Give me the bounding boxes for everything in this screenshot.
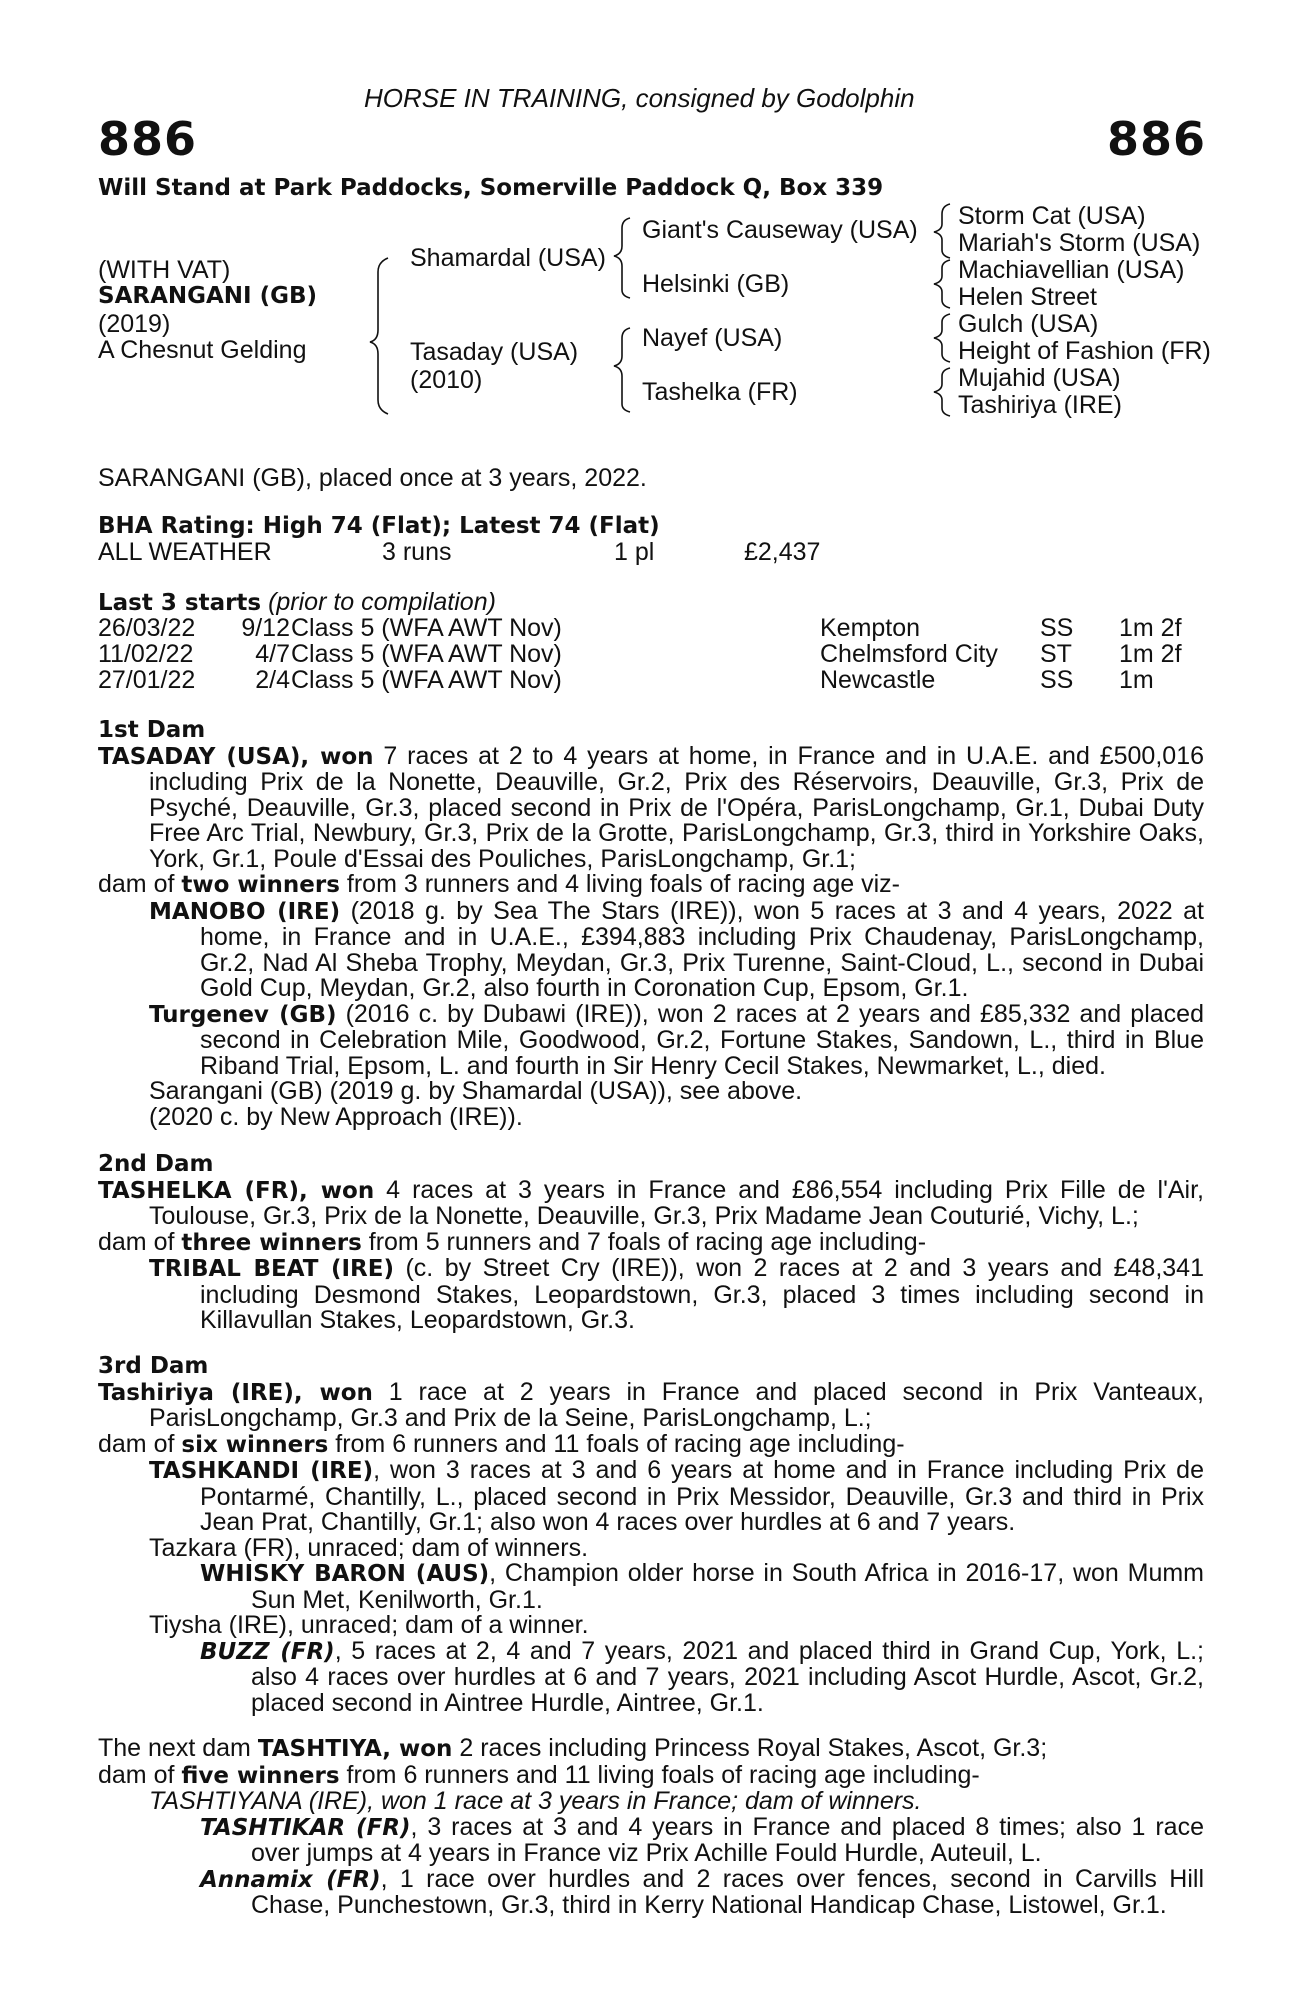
- next-dam-section: [98, 1736, 1204, 1919]
- foal-name: TASHTIKAR (FR): [200, 1814, 411, 1841]
- foal-sarangani: Sarangani (GB) (2019 g. by Shamardal (USA)), see above.: [149, 1077, 803, 1105]
- foal-text: , 3 races at 3 and 4 years in France and placed 8 times; also 1 race over jumps at 4 years in France viz Prix Achille Fould Hurdle, Auteuil, L.: [251, 1812, 1204, 1867]
- produce-prefix: dam of: [98, 870, 182, 898]
- foal-text: , won 3 races at 3 and 6 years at home and in France including Prix de Pontarmé, Chantilly, L., placed second in Prix Messidor, Deauville, Gr.3 and third in Prix Jean Prat, Chantilly, Gr.1; also won 4 races over hurdles at 6 and 7 years.: [200, 1456, 1204, 1536]
- second-dam-text: 4 races at 3 years in France and £86,554 including Prix Fille de l'Air, Toulouse, Gr.3, Prix de la Nonette, Deauville, Gr.3, Prix Madame Jean Couturié, Vichy, L.;: [149, 1175, 1204, 1230]
- start-date: 26/03/22: [98, 614, 196, 642]
- start-going: SS: [1040, 614, 1074, 642]
- pedigree-ggs-7: Mujahid (USA): [958, 364, 1121, 392]
- last-starts-note: (prior to compilation): [268, 588, 496, 616]
- third-dam-name: Tashiriya (IRE), won: [98, 1379, 373, 1406]
- foal-2020-colt: (2020 c. by New Approach (IRE)).: [149, 1102, 523, 1131]
- foal-name: BUZZ (FR): [200, 1638, 335, 1665]
- horse-description: A Chesnut Gelding: [98, 336, 307, 364]
- produce-winners: five winners: [181, 1762, 340, 1789]
- consignor-line: HORSE IN TRAINING, consigned by Godolphin: [364, 83, 915, 113]
- race-summary: SARANGANI (GB), placed once at 3 years, 2022.: [98, 464, 647, 492]
- start-race: Class 5 (WFA AWT Nov): [291, 640, 562, 668]
- third-dam-text: 1 race at 2 years in France and placed second in Prix Vanteaux, ParisLongchamp, Gr.3 and Prix de la Seine, ParisLongchamp, L.;: [149, 1377, 1204, 1432]
- start-position: 9/12: [241, 614, 290, 642]
- lot-number-right: 886: [1106, 112, 1206, 166]
- last-starts-title: Last 3 starts: [98, 590, 262, 616]
- pedigree-dam: Tasaday (USA): [410, 338, 579, 366]
- foal-text: (2016 c. by Dubawi (IRE)), won 2 races at 2 years and £85,332 and placed second in Celebration Mile, Goodwood, Gr.2, Fortune Stakes, Sandown, L., third in Blue Riband Trial, Epsom, L. and fourth in Sir Henry Cecil Stakes, Newmarket, L., died.: [200, 999, 1204, 1080]
- foal-name: Turgenev (GB): [149, 1001, 337, 1028]
- second-dam-record: [98, 1175, 1204, 1230]
- foal-tashtikar: [98, 1812, 1204, 1867]
- pedigree-dam-dam: Tashelka (FR): [642, 378, 798, 406]
- first-dam-record: [98, 741, 1204, 873]
- first-dam-heading: 1st Dam: [98, 717, 206, 743]
- start-distance: 1m 2f: [1119, 614, 1182, 642]
- pedigree-dam-sire: Nayef (USA): [642, 324, 783, 352]
- second-dam-section: [98, 1152, 1204, 1334]
- start-date: 11/02/22: [98, 640, 194, 668]
- start-going: SS: [1040, 666, 1074, 694]
- pedigree-sire-dam: Helsinki (GB): [642, 270, 790, 298]
- foal-name: MANOBO (IRE): [149, 898, 341, 925]
- start-distance: 1m 2f: [1119, 640, 1182, 668]
- next-dam-record: [98, 1736, 1204, 1763]
- foal-tribal-beat: [98, 1256, 1204, 1334]
- foal-text: , 1 race over hurdles and 2 races over fences, second in Carvills Hill Chase, Punchestown, Gr.3, third in Kerry National Handicap Chase, Listowel, Gr.1.: [251, 1864, 1205, 1919]
- pedigree-dam-year: (2010): [410, 366, 483, 394]
- first-dam-section: [98, 718, 1204, 1130]
- next-dam-prefix: The next dam: [98, 1734, 258, 1762]
- foal-text: , Champion older horse in South Africa in 2016-17, won Mumm Sun Met, Kenilworth, Gr.1.: [251, 1559, 1204, 1614]
- foal-name: Annamix (FR): [200, 1866, 381, 1893]
- rating-surface: ALL WEATHER: [98, 538, 272, 566]
- rating-earnings: £2,437: [744, 538, 821, 566]
- pedigree-ggs-6: Height of Fashion (FR): [958, 337, 1211, 365]
- foal-annamix: [98, 1864, 1205, 1919]
- pedigree-ggs-5: Gulch (USA): [958, 310, 1099, 338]
- start-course: Kempton: [820, 614, 921, 642]
- first-dam-text: 7 races at 2 to 4 years at home, in France and in U.A.E. and £500,016 including Prix de la Nonette, Deauville, Gr.2, Prix des Réservoirs, Deauville, Gr.3, Prix de Psyché, Deauville, Gr.3, placed second in Prix de l'Opéra, ParisLongchamp, Gr.1, Dubai Duty Free Arc Trial, Newbury, Gr.3, Prix de la Grotte, ParisLongchamp, Gr.3, third in Yorkshire Oaks, York, Gr.1, Poule d'Essai des Pouliches, ParisLongchamp, Gr.1;: [149, 741, 1204, 873]
- start-position: 4/7: [255, 640, 290, 668]
- next-dam-name: TASHTIYA, won: [257, 1736, 453, 1762]
- start-position: 2/4: [255, 666, 290, 694]
- produce-suffix: from 5 runners and 7 foals of racing age including-: [361, 1227, 927, 1256]
- foal-whisky-baron: [98, 1561, 1204, 1613]
- foal-text: (c. by Street Cry (IRE)), won 2 races at 2 and 3 years and £48,341 including Desmond Stakes, Leopardstown, Gr.3, placed 3 times including second in Killavullan Stakes, Leopardstown, Gr.3.: [200, 1254, 1204, 1334]
- third-dam-produce: [98, 1429, 1204, 1459]
- start-going: ST: [1040, 640, 1072, 668]
- foal-turgenev: [98, 999, 1204, 1080]
- second-dam-name: TASHELKA (FR), won: [98, 1177, 375, 1204]
- produce-prefix: dam of: [98, 1760, 182, 1789]
- pedigree-ggs-4: Helen Street: [958, 283, 1097, 311]
- pedigree-sire-sire: Giant's Causeway (USA): [642, 216, 918, 244]
- second-dam-heading: 2nd Dam: [98, 1151, 214, 1177]
- produce-winners: two winners: [181, 872, 340, 898]
- pedigree-ggs-1: Storm Cat (USA): [958, 202, 1146, 230]
- rating-placed: 1 pl: [614, 538, 655, 566]
- produce-prefix: dam of: [98, 1227, 182, 1256]
- foal-manobo: [98, 896, 1204, 1002]
- first-dam-produce: [98, 872, 1204, 899]
- second-dam-produce: [98, 1227, 1204, 1257]
- next-dam-produce: [98, 1760, 1204, 1790]
- produce-prefix: dam of: [98, 1429, 182, 1458]
- produce-winners: three winners: [181, 1229, 362, 1256]
- foal-tashtiyana: TASHTIYANA (IRE), won 1 race at 3 years in France; dam of winners.: [149, 1787, 922, 1815]
- produce-winners: six winners: [181, 1431, 329, 1458]
- next-dam-text: 2 races including Princess Royal Stakes, Ascot, Gr.3;: [452, 1734, 1048, 1762]
- start-distance: 1m: [1119, 666, 1154, 694]
- foal-name: TRIBAL BEAT (IRE): [149, 1256, 394, 1282]
- location-line: Will Stand at Park Paddocks, Somerville Paddock Q, Box 339: [98, 175, 884, 201]
- foal-buzz: [98, 1636, 1205, 1717]
- horse-name: SARANGANI (GB): [98, 283, 318, 309]
- bha-rating: BHA Rating: High 74 (Flat); Latest 74 (Flat): [98, 513, 660, 539]
- start-race: Class 5 (WFA AWT Nov): [291, 666, 562, 694]
- foal-name: WHISKY BARON (AUS): [200, 1561, 490, 1587]
- third-dam-record: [98, 1377, 1204, 1432]
- vat-note: (WITH VAT): [98, 256, 231, 284]
- foal-text: (2018 g. by Sea The Stars (IRE)), won 5 races at 3 and 4 years, 2022 at home, in France and in U.A.E., £394,883 including Prix Chaudenay, ParisLongchamp, Gr.2, Nad Al Sheba Trophy, Meydan, Gr.3, Prix Turenne, Saint-Cloud, L., second in Dubai Gold Cup, Meydan, Gr.2, also fourth in Coronation Cup, Epsom, Gr.1.: [200, 896, 1204, 1002]
- produce-suffix: from 6 runners and 11 foals of racing age including-: [328, 1429, 905, 1458]
- produce-suffix: from 3 runners and 4 living foals of racing age viz-: [339, 870, 900, 898]
- start-date: 27/01/22: [98, 666, 196, 694]
- pedigree-ggs-8: Tashiriya (IRE): [958, 391, 1122, 419]
- pedigree-ggs-3: Machiavellian (USA): [958, 256, 1185, 284]
- horse-year: (2019): [98, 310, 171, 338]
- third-dam-heading: 3rd Dam: [98, 1353, 209, 1379]
- rating-runs: 3 runs: [382, 538, 452, 566]
- pedigree-ggs-2: Mariah's Storm (USA): [958, 229, 1201, 257]
- foal-tiysha: Tiysha (IRE), unraced; dam of a winner.: [149, 1611, 589, 1639]
- start-race: Class 5 (WFA AWT Nov): [291, 614, 562, 642]
- third-dam-section: [98, 1354, 1204, 1716]
- produce-suffix: from 6 runners and 11 living foals of racing age including-: [339, 1760, 980, 1789]
- foal-text: , 5 races at 2, 4 and 7 years, 2021 and placed third in Grand Cup, York, L.; also 4 races over hurdles at 6 and 7 years, 2021 including Ascot Hurdle, Ascot, Gr.2, placed second in Aintree Hurdle, Aintree, Gr.1.: [251, 1636, 1205, 1717]
- last-starts-heading: [98, 590, 496, 617]
- foal-tazkara: Tazkara (FR), unraced; dam of winners.: [149, 1533, 589, 1562]
- foal-tashkandi: [98, 1458, 1204, 1536]
- start-course: Chelmsford City: [820, 640, 998, 668]
- start-course: Newcastle: [820, 666, 936, 694]
- lot-number-left: 886: [98, 112, 198, 166]
- first-dam-name: TASADAY (USA), won: [98, 743, 374, 770]
- pedigree-sire: Shamardal (USA): [410, 244, 606, 272]
- foal-name: TASHKANDI (IRE): [149, 1458, 374, 1484]
